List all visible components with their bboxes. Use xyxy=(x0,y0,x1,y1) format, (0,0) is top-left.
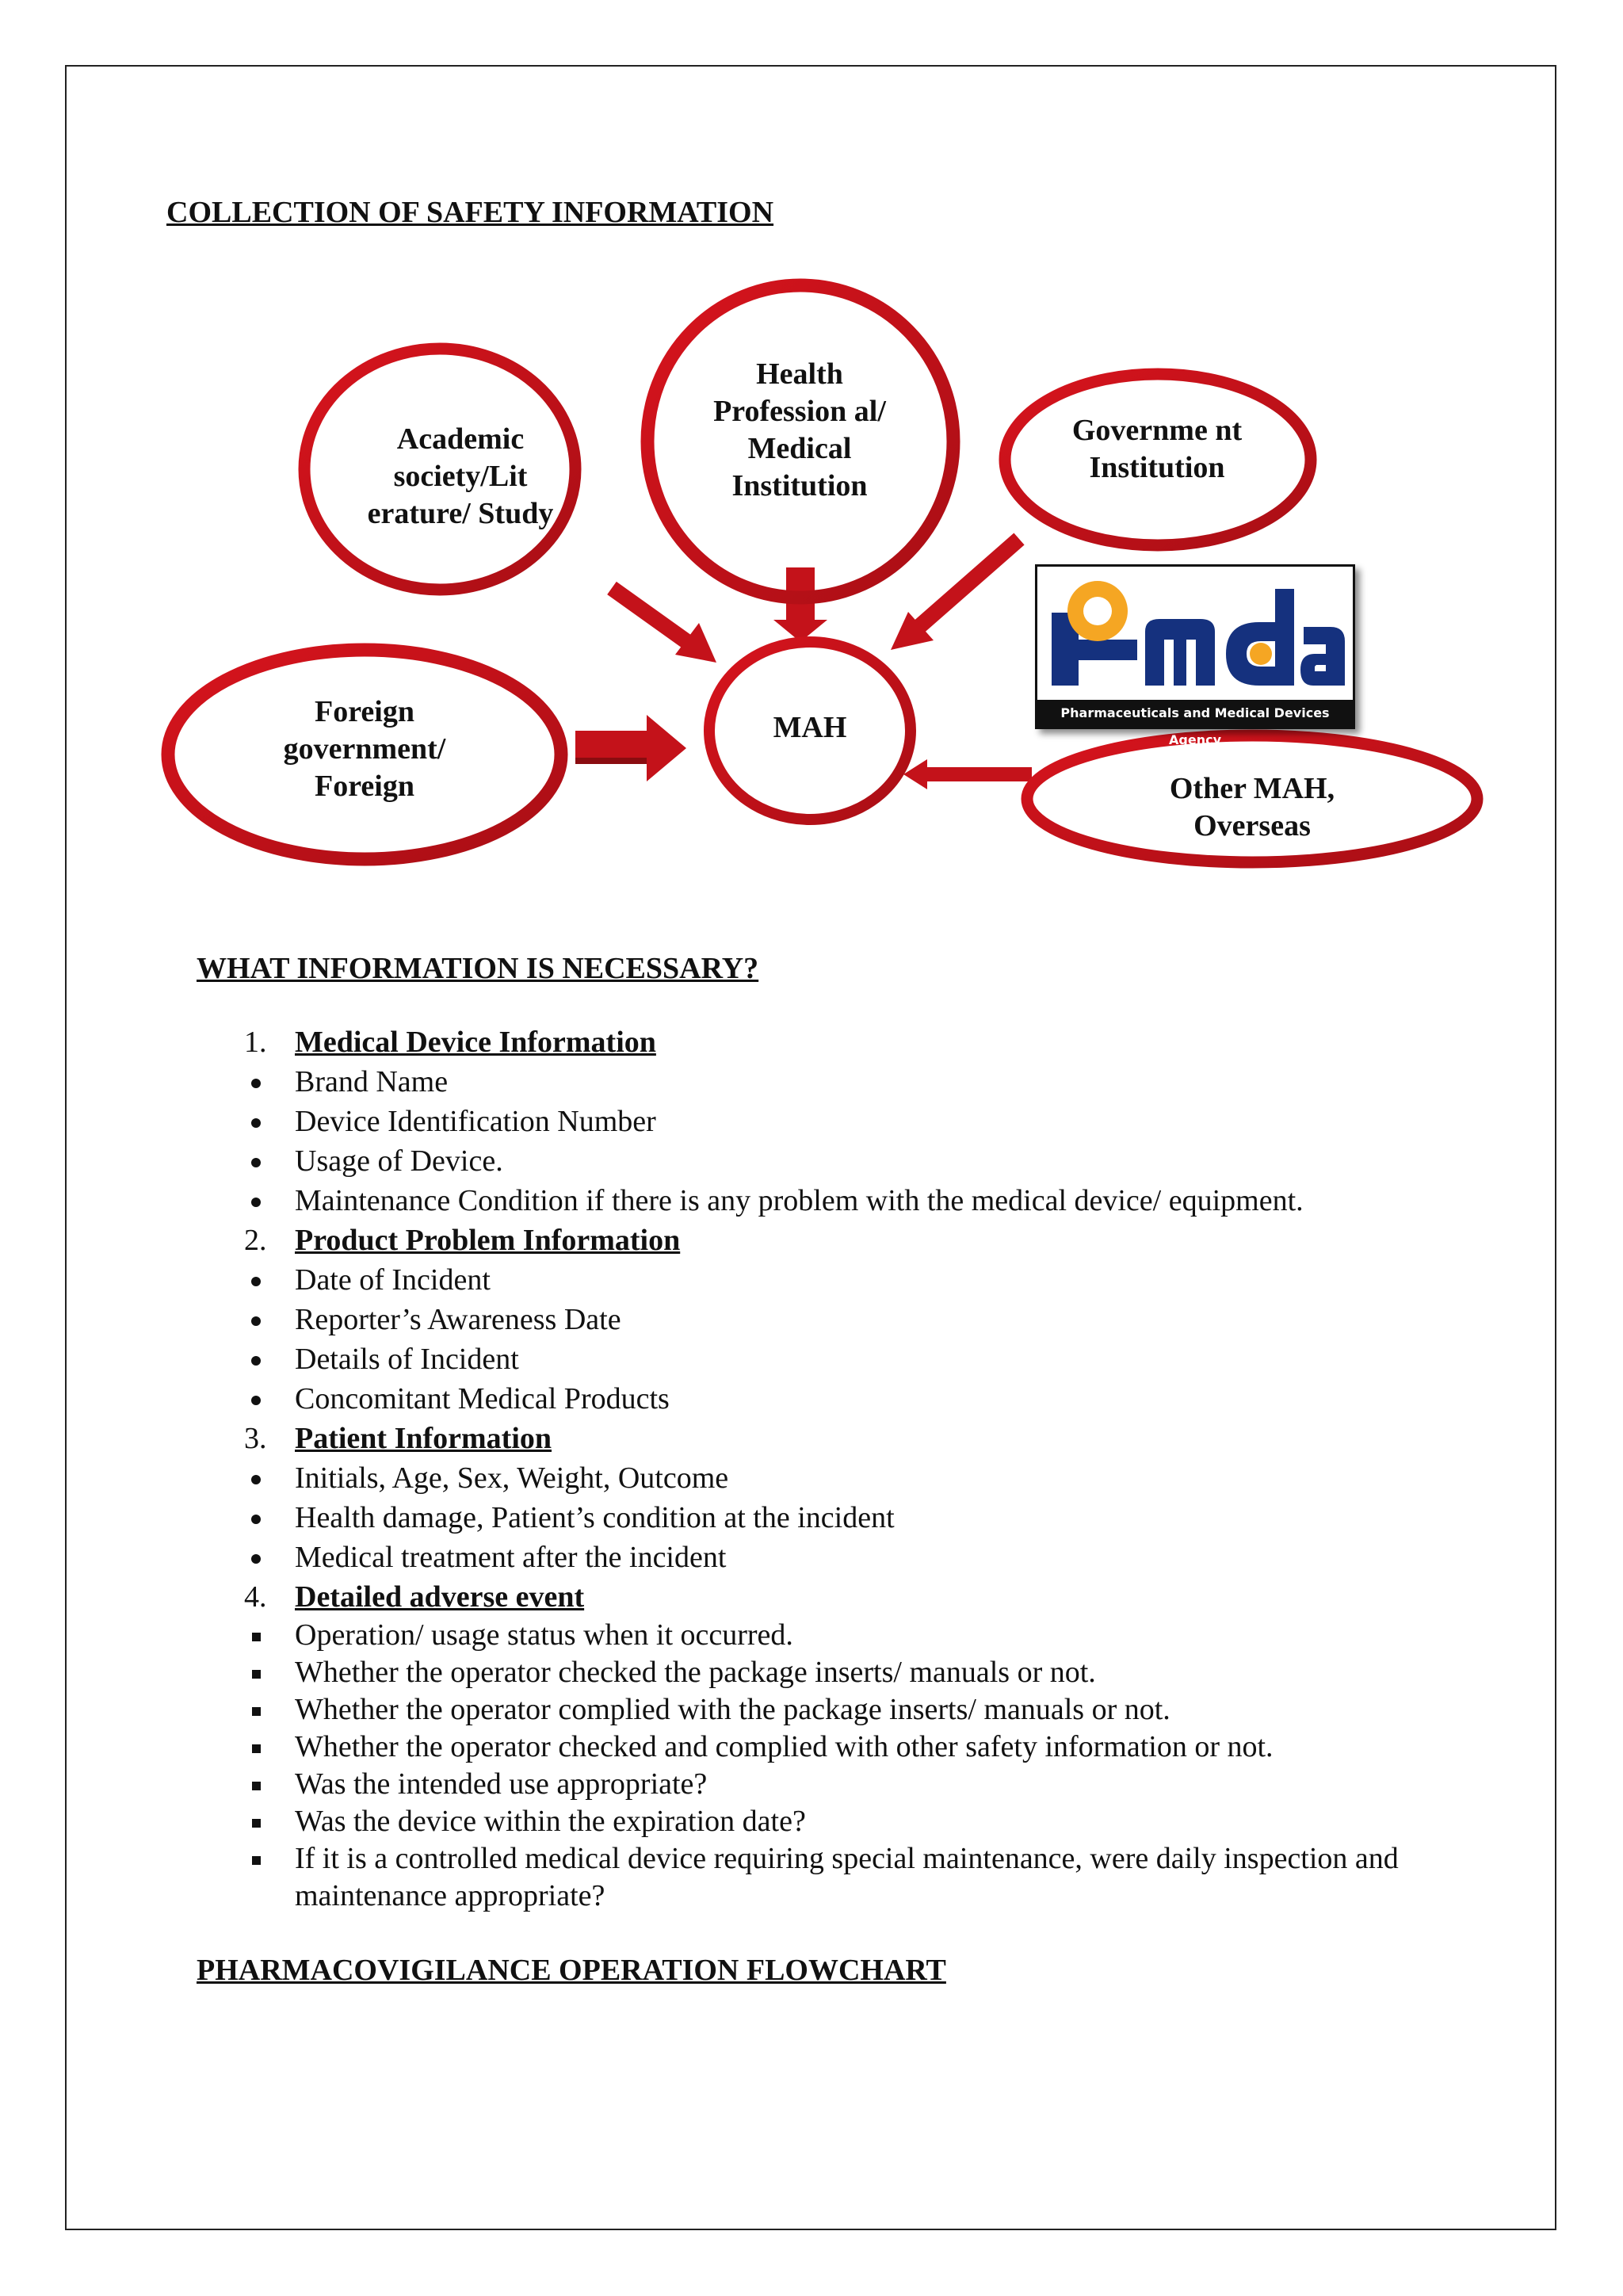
list-item-text: Whether the operator checked the package inserts/ manuals or not. xyxy=(295,1656,1096,1689)
list-item-text: Was the intended use appropriate? xyxy=(295,1767,708,1801)
section-number: 4. xyxy=(244,1580,267,1614)
list-item xyxy=(238,1691,1426,1729)
list-item xyxy=(238,1458,1426,1498)
section-title: Detailed adverse event xyxy=(295,1580,585,1614)
list-item-text: Operation/ usage status when it occurred. xyxy=(295,1618,793,1652)
pmda-wordmark xyxy=(1045,573,1348,692)
list-item xyxy=(238,1300,1426,1339)
list-item-text: Whether the operator complied with the package inserts/ manuals or not. xyxy=(295,1693,1170,1726)
list-item xyxy=(238,1339,1426,1379)
section-title: Patient Information xyxy=(295,1422,552,1455)
list-item xyxy=(238,1840,1426,1918)
list-item-text: Brand Name xyxy=(295,1065,449,1098)
list-item xyxy=(238,1729,1426,1766)
pmda-logo xyxy=(1035,564,1355,747)
section-header xyxy=(238,1577,1426,1617)
list-item-text: Reporter’s Awareness Date xyxy=(295,1303,621,1336)
list-item xyxy=(238,1498,1426,1538)
section-number: 2. xyxy=(244,1224,267,1257)
list-item xyxy=(238,1379,1426,1419)
academic-node-label: Academic society/Lit erature/ Study xyxy=(367,422,554,530)
pmda-logo-caption: Pharmaceuticals and Medical Devices Agency xyxy=(1037,700,1353,727)
list-item xyxy=(238,1181,1426,1221)
list-item xyxy=(238,1654,1426,1691)
arrow-academic-to-mah xyxy=(612,588,716,663)
mah-node-label: MAH xyxy=(773,710,847,744)
government-node-label: Governme nt Institution xyxy=(1071,414,1243,484)
section-number: 1. xyxy=(244,1026,267,1059)
necessary-info-heading: WHAT INFORMATION IS NECESSARY? xyxy=(197,952,759,985)
list-item-text: Medical treatment after the incident xyxy=(295,1541,727,1574)
section-header xyxy=(238,1221,1426,1260)
collection-heading: COLLECTION OF SAFETY INFORMATION xyxy=(166,196,774,229)
necessary-info-list xyxy=(238,1022,1426,1918)
list-item xyxy=(238,1766,1426,1803)
list-item-text: Date of Incident xyxy=(295,1263,491,1297)
list-item-text: Health damage, Patient’s condition at the incident xyxy=(295,1501,895,1534)
list-item-text: If it is a controlled medical device requiring special maintenance, were daily inspection and maintenance appropriate? xyxy=(295,1842,1399,1912)
list-item-text: Device Identification Number xyxy=(295,1105,656,1138)
list-item xyxy=(238,1260,1426,1300)
list-item xyxy=(238,1617,1426,1654)
section-header xyxy=(238,1022,1426,1062)
health-node-label: Health Profession al/ Medical Institution xyxy=(713,357,886,502)
section-title: Product Problem Information xyxy=(295,1224,681,1257)
list-item xyxy=(238,1538,1426,1577)
list-item xyxy=(238,1102,1426,1141)
list-item-text: Whether the operator checked and complied with other safety information or not. xyxy=(295,1730,1274,1763)
list-item-text: Concomitant Medical Products xyxy=(295,1382,670,1415)
list-item-text: Was the device within the expiration date? xyxy=(295,1805,806,1838)
section-number: 3. xyxy=(244,1422,267,1455)
list-item-text: Initials, Age, Sex, Weight, Outcome xyxy=(295,1461,729,1495)
arrow-foreign-to-mah xyxy=(575,715,686,781)
list-item xyxy=(238,1141,1426,1181)
list-item-text: Usage of Device. xyxy=(295,1144,503,1178)
arrow-other-to-mah xyxy=(903,759,1032,789)
list-item xyxy=(238,1803,1426,1840)
section-title: Medical Device Information xyxy=(295,1026,656,1059)
list-item xyxy=(238,1062,1426,1102)
flowchart-heading: PHARMACOVIGILANCE OPERATION FLOWCHART xyxy=(197,1954,946,1987)
list-item-text: Details of Incident xyxy=(295,1343,519,1376)
section-header xyxy=(238,1419,1426,1458)
arrow-health-to-mah xyxy=(773,567,827,642)
other-mah-node-label: Other MAH, Overseas xyxy=(1169,772,1335,842)
list-item-text: Maintenance Condition if there is any problem with the medical device/ equipment. xyxy=(295,1184,1304,1217)
foreign-node-label: Foreign government/ Foreign xyxy=(283,695,446,803)
